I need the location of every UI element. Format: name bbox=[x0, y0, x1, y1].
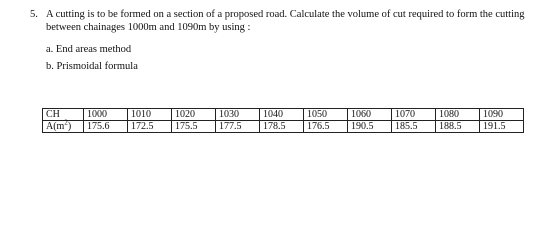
question-number: 5. bbox=[30, 9, 38, 20]
question-text: A cutting is to be formed on a section of a proposed road. Calculate the volume of cut required to form the cutting between chainages 1000m and 1090m by using : bbox=[46, 9, 525, 33]
chainage-area-table bbox=[42, 108, 524, 133]
area-cell: 178.5 bbox=[260, 121, 304, 133]
area-cell: 188.5 bbox=[436, 121, 480, 133]
area-cell: 175.5 bbox=[172, 121, 216, 133]
area-header-superscript: 2 bbox=[64, 118, 68, 127]
chainage-cell: 1000 bbox=[84, 109, 128, 121]
chainage-cell: 1020 bbox=[172, 109, 216, 121]
area-row bbox=[43, 121, 524, 133]
chainage-cell: 1010 bbox=[128, 109, 172, 121]
item-end-areas-method: a. End areas method bbox=[46, 44, 132, 55]
area-cell: 191.5 bbox=[480, 121, 524, 133]
area-header bbox=[43, 118, 84, 133]
area-header-close: ) bbox=[67, 121, 72, 132]
chainage-cell: 1050 bbox=[304, 109, 348, 121]
chainage-cell: 1070 bbox=[392, 109, 436, 121]
area-cell: 190.5 bbox=[348, 121, 392, 133]
chainage-cell: 1030 bbox=[216, 109, 260, 121]
area-cell: 177.5 bbox=[216, 121, 260, 133]
chainage-row bbox=[43, 109, 524, 121]
item-prismoidal-formula: b. Prismoidal formula bbox=[46, 61, 138, 72]
area-cell: 185.5 bbox=[392, 121, 436, 133]
area-cell: 172.5 bbox=[128, 121, 172, 133]
chainage-cell: 1080 bbox=[436, 109, 480, 121]
chainage-cell: 1040 bbox=[260, 109, 304, 121]
area-header-base: A(m bbox=[46, 121, 65, 132]
area-cell: 176.5 bbox=[304, 121, 348, 133]
area-cell: 175.6 bbox=[84, 121, 128, 133]
chainage-header: CH bbox=[43, 109, 84, 121]
chainage-cell: 1090 bbox=[480, 109, 524, 121]
chainage-cell: 1060 bbox=[348, 109, 392, 121]
